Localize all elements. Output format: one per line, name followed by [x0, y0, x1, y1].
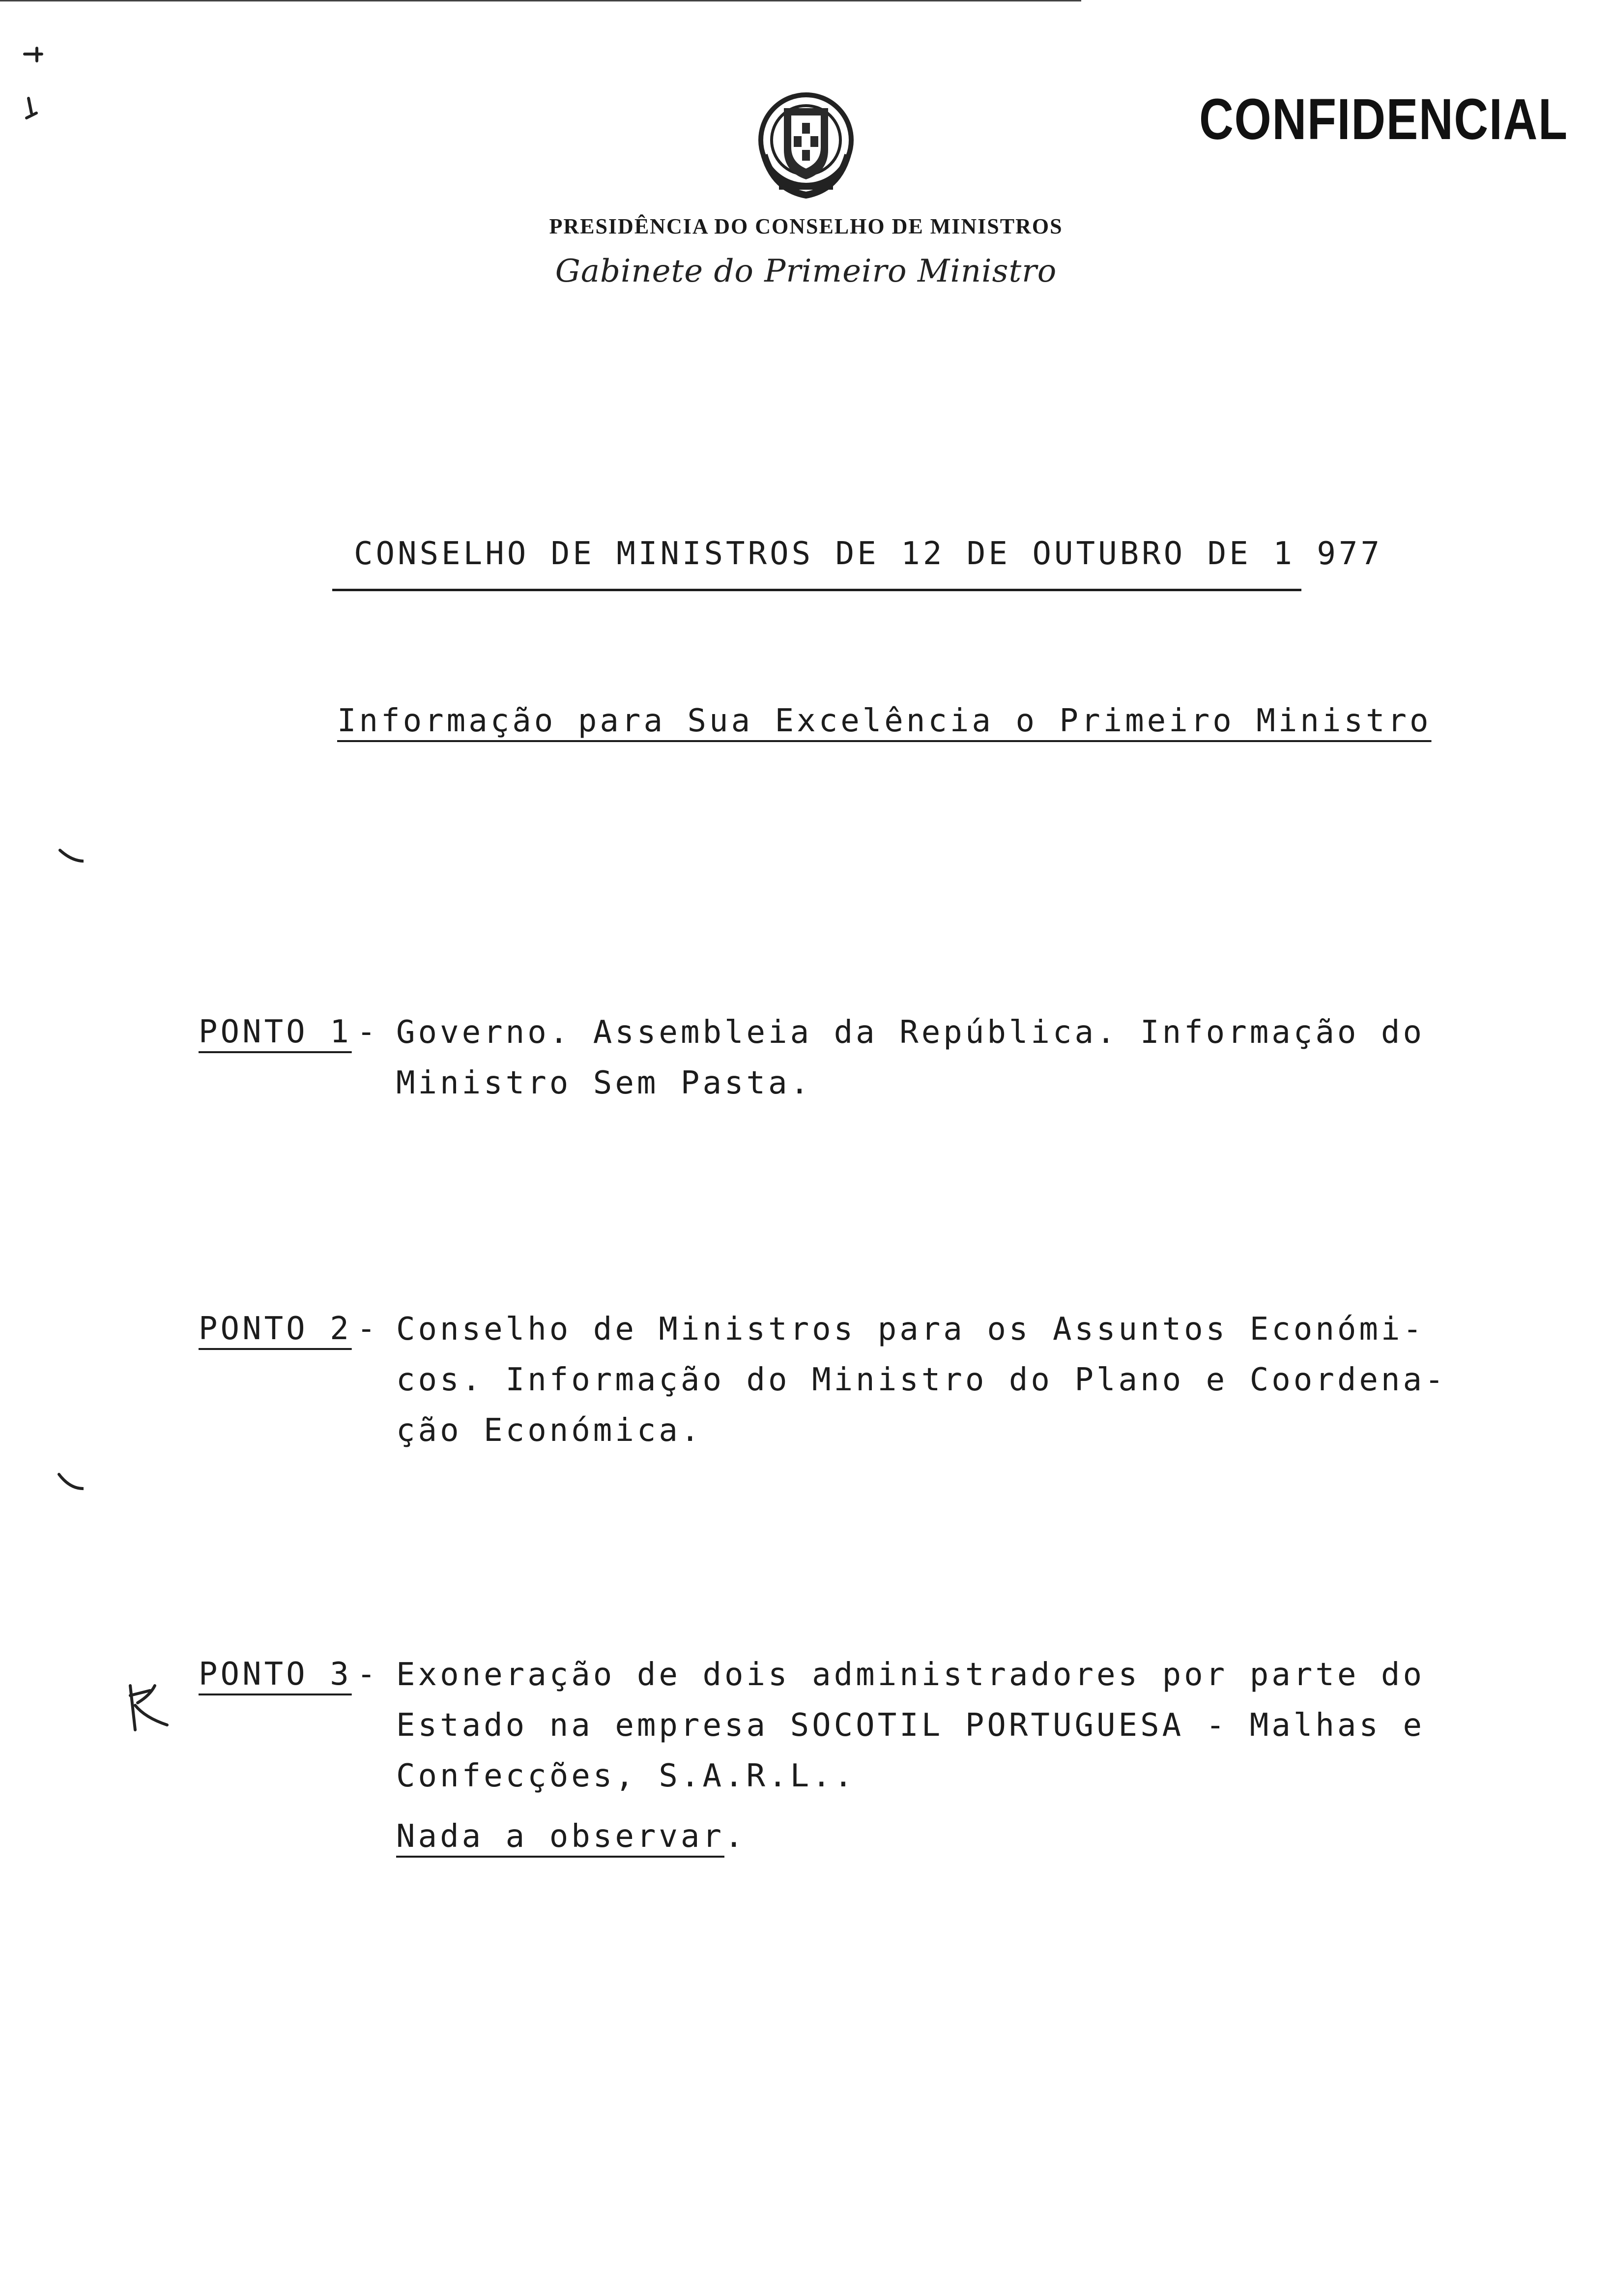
- point-2-line: ção Económica.: [396, 1412, 703, 1449]
- point-3-line: Confecções, S.A.R.L..: [396, 1758, 856, 1794]
- margin-check-mark-1-icon: [60, 850, 84, 861]
- point-2-line: Conselho de Ministros para os Assuntos Económi-: [396, 1311, 1425, 1348]
- point-1-line: Ministro Sem Pasta.: [396, 1065, 812, 1101]
- title-underline: [332, 589, 1301, 591]
- point-1-text: [396, 1007, 1425, 1109]
- point-2-dash: -: [357, 1311, 379, 1347]
- point-3-line: Exoneração de dois administradores por parte do: [396, 1657, 1425, 1693]
- point-3-note-text: Nada a observar: [396, 1818, 724, 1855]
- point-3-note-period: .: [724, 1818, 747, 1855]
- cabinet-name: Gabinete do Primeiro Ministro: [555, 253, 1057, 289]
- top-edge-line: [0, 0, 1081, 1]
- point-2-label: PONTO 2: [199, 1311, 352, 1347]
- point-3-label: PONTO 3: [199, 1656, 352, 1693]
- point-2-line: cos. Informação do Ministro do Plano e Coordena-: [396, 1362, 1447, 1398]
- point-1-label: PONTO 1: [199, 1014, 352, 1050]
- point-1-line: Governo. Assembleia da República. Informação do: [396, 1014, 1425, 1051]
- margin-check-mark-2-icon: [59, 1474, 84, 1489]
- document-title: CONSELHO DE MINISTROS DE 12 DE OUTUBRO DE 1 977: [354, 536, 1382, 572]
- point-3-line: Estado na empresa SOCOTIL PORTUGUESA - Malhas e: [396, 1707, 1425, 1744]
- point-3-text: [396, 1650, 1425, 1802]
- classification-stamp: CONFIDENCIAL: [1199, 87, 1568, 152]
- margin-tick-mark-icon: [25, 48, 42, 61]
- document-subtitle: Informação para Sua Excelência o Primeiro Ministro: [337, 703, 1432, 739]
- margin-scribble-icon: [27, 98, 36, 118]
- handwritten-x-mark-icon: [115, 1676, 179, 1740]
- portuguese-coat-of-arms-icon: [745, 81, 867, 204]
- point-1-dash: -: [357, 1014, 379, 1050]
- office-name: PRESIDÊNCIA DO CONSELHO DE MINISTROS: [549, 214, 1063, 238]
- margin-annotation-marks: [15, 39, 84, 1563]
- point-3-note: [396, 1818, 747, 1855]
- point-2-text: [396, 1304, 1447, 1456]
- point-3-dash: -: [357, 1656, 379, 1693]
